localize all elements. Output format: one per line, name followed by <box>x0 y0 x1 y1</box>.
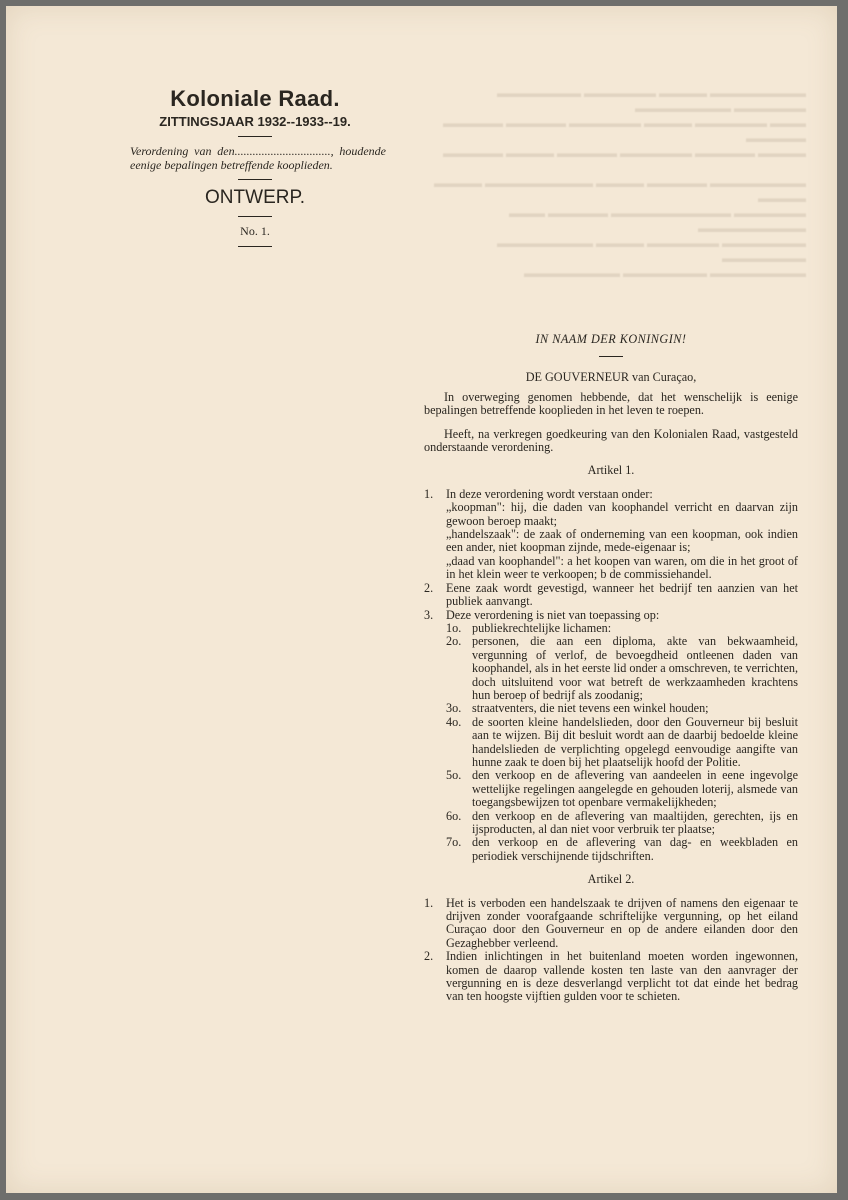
article-1-item: 3. Deze verordening is niet van toepassing op: <box>424 607 660 622</box>
divider <box>599 356 623 357</box>
document-page <box>6 6 837 1193</box>
divider <box>238 136 272 137</box>
ordinance-subject: Verordening van den................................, houdende eenige bepalingen betreffende kooplieden. <box>130 144 386 172</box>
document-number: No. 1. <box>240 224 270 238</box>
exemption-item: 1o. publiekrechtelijke lichamen: <box>446 620 612 635</box>
exemption-item: 6o. den verkoop en de aflevering van maaltijden, gerechten, ijs en ijsproducten, al dan niet voor verbruik ter plaatse; <box>446 808 798 836</box>
invocation: IN NAAM DER KONINGIN! <box>535 332 687 346</box>
enactment-paragraph: Heeft, na verkregen goedkeuring van den Kolonialen Raad, vastgesteld onderstaande verordening. <box>424 426 798 455</box>
exemption-item: 4o. de soorten kleine handelslieden, door den Gouverneur bij besluit aan te wijzen. Bij dit besluit wordt aan de daarbij bedoelde kleine handelslieden de verplichting opgelegd eenvoudige aangifte van hunne zaak te doen bij het plaatselijk hoofd der Politie. <box>446 714 798 769</box>
article-1-item: „koopman": hij, die daden van koophandel verricht en daarvan zijn gewoon beroep maakt; <box>446 500 798 528</box>
article-2-item: 1. Het is verboden een handelszaak te drijven of namens den eigenaar te drijven zonder voorafgaande schriftelijke vergunning, op het eiland Curaçao door den Gouverneur en op de andere eilanden door den Gezaghebber verleend. <box>424 895 798 950</box>
exemption-item: 2o. personen, die aan een diploma, akte van bekwaamheid, vergunning of verlof, de bevoegdheid ontleenen daden van koophandel, als in het eerste lid onder a omschreven, te verrichten, doch uitsluitend voor wat betreft de werkzaamheden krachtens hun beroep of bedrijf als zoodanig; <box>446 634 798 702</box>
article-1-heading: Artikel 1. <box>587 463 635 478</box>
exemption-item: 5o. den verkoop en de aflevering van aandeelen in eene ingevolge wettelijke regelingen aangelegde en gehouden loterij, alsmede van toegangsbewijzen tot openbare vermakelijkheden; <box>446 768 798 810</box>
governor-line: DE GOUVERNEUR van Curaçao, <box>525 370 697 385</box>
document-header <box>124 86 386 254</box>
article-1-item: „handelszaak": de zaak of onderneming van een koopman, ook indien een ander, niet koopman zijnde, mede-eigenaar is; <box>446 527 798 555</box>
divider <box>238 179 272 180</box>
draft-label: ONTWERP. <box>205 187 305 208</box>
council-title: Koloniale Raad. <box>170 86 340 111</box>
session-year: ZITTINGSJAAR 1932--1933--19. <box>159 114 351 129</box>
ordinance-body <box>424 333 798 1004</box>
article-2-heading: Artikel 2. <box>587 872 635 887</box>
divider <box>238 246 272 247</box>
article-1-item: „daad van koophandel": a het koopen van waren, om die in het groot of in het klein weer te verkoopen; b de commissiehandel. <box>446 553 798 582</box>
exemption-item: 3o. straatventers, die niet tevens een winkel houden; <box>446 701 709 716</box>
divider <box>238 216 272 217</box>
exemption-item: 7o. den verkoop en de aflevering van dag- en weekbladen en periodiek verschijnende tijdschriften. <box>446 835 798 863</box>
article-1-item: 1. In deze verordening wordt verstaan onder: <box>424 486 653 501</box>
article-2-item: 2. Indien inlichtingen in het buitenland moeten worden ingewonnen, komen de daarop vallende kosten ten laste van den aanvrager der vergunning en is deze desverlangd verplicht tot dat einde het bedrag van ten hoogste vijftien gulden voor te schieten. <box>424 949 798 1004</box>
bleed-through-text: ▬▬▬▬▬▬▬▬ ▬▬▬▬ ▬▬▬▬▬▬ ▬▬▬▬▬▬▬ ▬▬▬▬▬▬ ▬▬▬▬▬▬▬▬ ▬▬▬ ▬▬▬▬▬▬ ▬▬▬▬ ▬▬▬▬▬▬ ▬▬▬▬▬ ▬▬▬▬▬ ▬▬▬▬▬ ▬▬▬▬ ▬▬▬▬▬ ▬▬▬▬▬▬ ▬▬▬▬▬ ▬▬▬▬ ▬▬▬▬▬ ▬▬▬▬▬▬▬▬ ▬▬▬▬▬ ▬▬▬▬ ▬▬▬▬▬▬▬▬▬ ▬▬▬▬ ▬▬▬▬ ▬▬▬▬▬▬ ▬▬▬▬▬▬▬▬▬▬ ▬▬▬▬▬ ▬▬▬ ▬▬▬▬▬▬▬▬▬ ▬▬▬▬▬▬▬ ▬▬▬▬▬▬ ▬▬▬▬ ▬▬▬▬▬▬▬▬ ▬▬▬▬▬▬▬ ▬▬▬▬▬▬▬▬ ▬▬▬▬▬▬▬ ▬▬▬▬▬▬▬▬ <box>434 86 806 280</box>
consideration-paragraph: In overweging genomen hebbende, dat het wenschelijk is eenige bepalingen betreffende kooplieden in het leven te roepen. <box>424 389 798 418</box>
article-1-item: 2. Eene zaak wordt gevestigd, wanneer het bedrijf ten aanzien van het publiek aanvangt. <box>424 580 798 609</box>
